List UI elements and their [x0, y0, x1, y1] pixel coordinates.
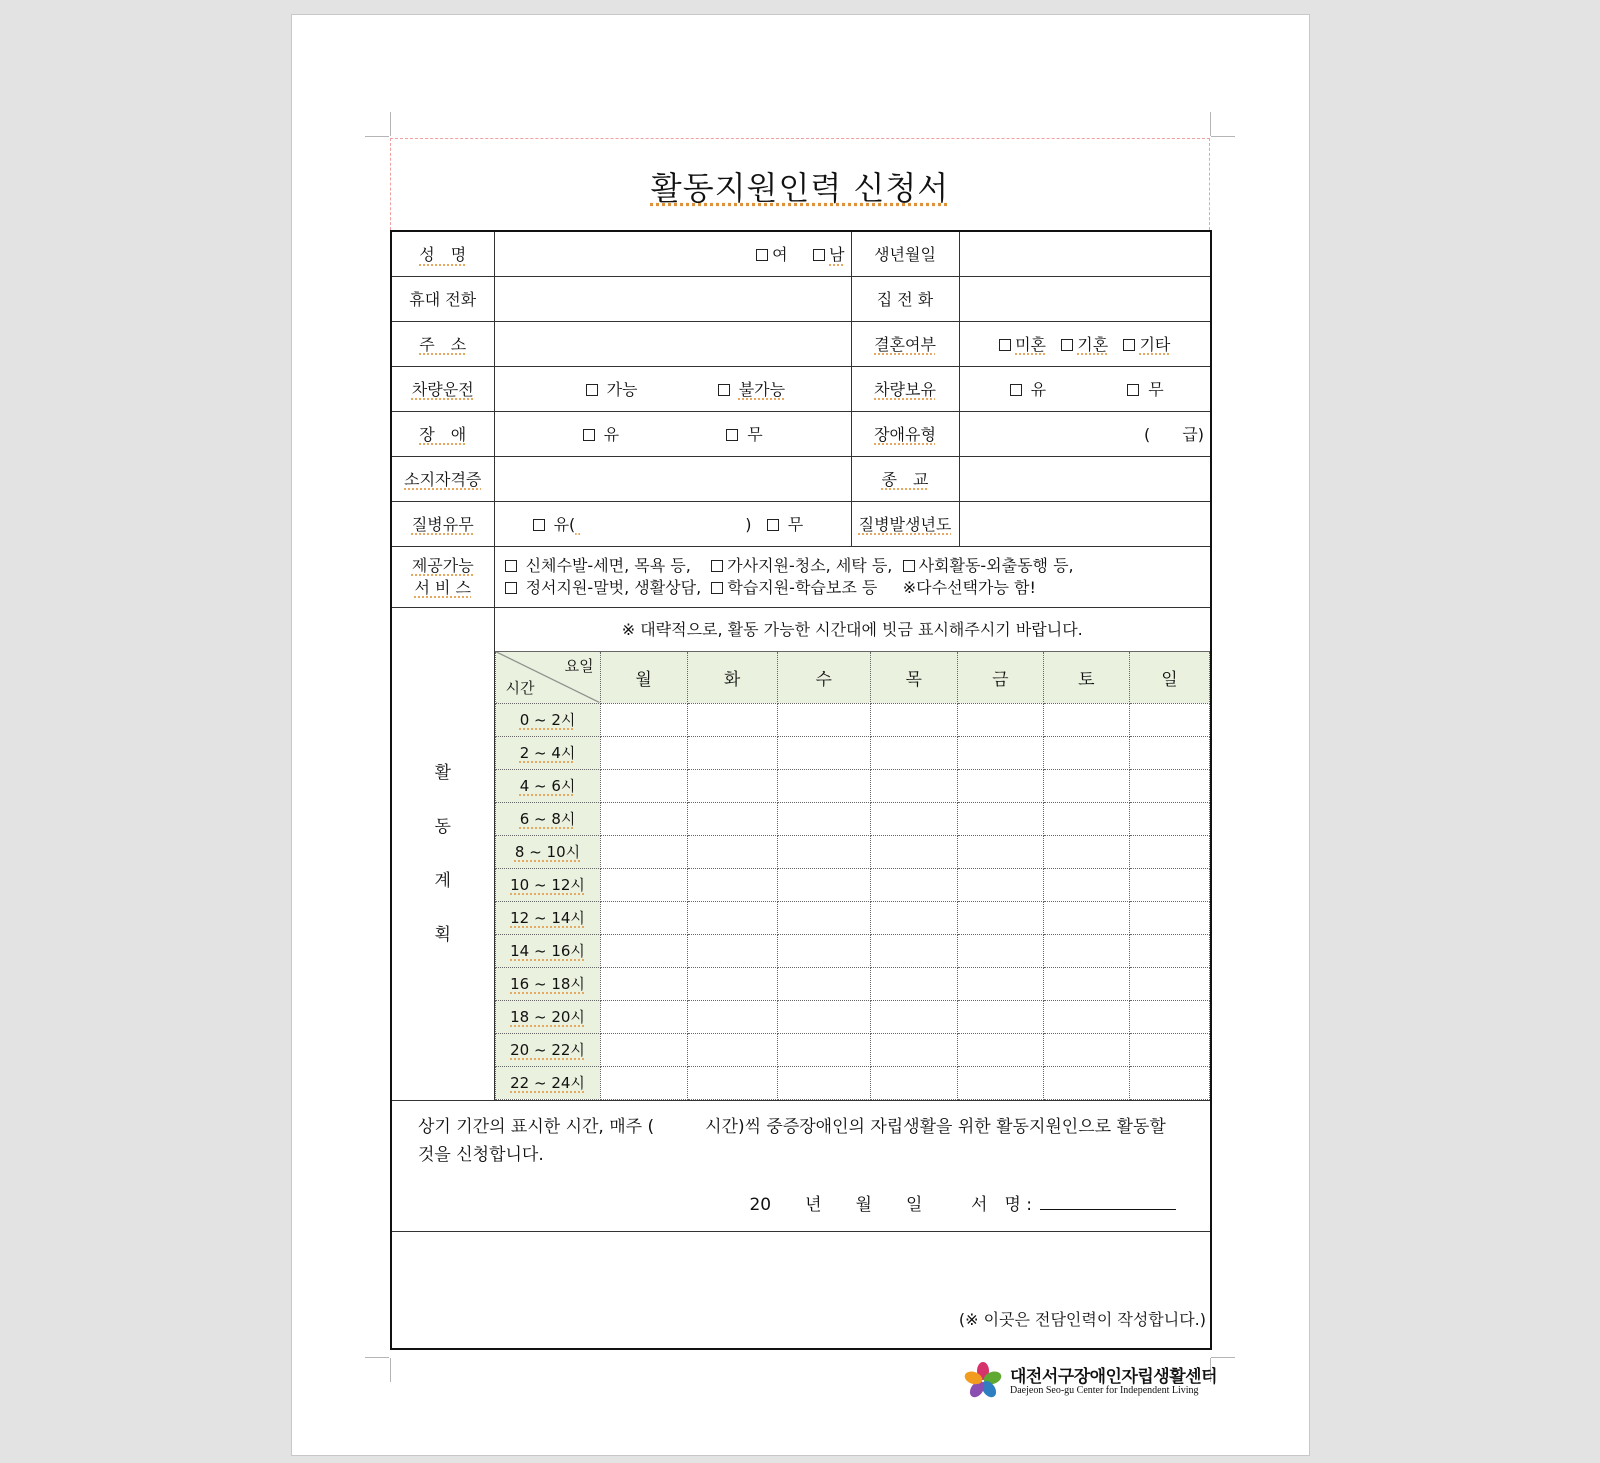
checkbox-disability-yes[interactable] — [583, 429, 595, 441]
schedule-cell[interactable] — [870, 835, 957, 868]
schedule-cell[interactable] — [1043, 703, 1129, 736]
male-label: 남 — [829, 245, 845, 265]
schedule-cell[interactable] — [957, 736, 1043, 769]
logo-clover-icon — [960, 1358, 1006, 1404]
label-address: 주 소 — [391, 321, 494, 366]
day-header: 목 — [870, 651, 957, 703]
schedule-cell[interactable] — [777, 901, 870, 934]
time-slot-label: 18 ~ 20시 — [495, 1000, 600, 1033]
female-label: 여 — [772, 245, 788, 265]
schedule-header-row — [495, 651, 1210, 703]
disability-options: 유 무 — [494, 411, 851, 456]
row-name — [391, 231, 1211, 276]
signature-line — [418, 1191, 1184, 1219]
illness-year-field[interactable] — [959, 501, 1211, 546]
time-slot-label: 0 ~ 2시 — [495, 703, 600, 736]
schedule-cell[interactable] — [957, 769, 1043, 802]
religion-field[interactable] — [959, 456, 1211, 501]
day-header: 화 — [687, 651, 777, 703]
schedule-cell[interactable] — [777, 835, 870, 868]
schedule-cell[interactable] — [777, 1000, 870, 1033]
schedule-cell[interactable] — [687, 802, 777, 835]
checkbox-car-no[interactable] — [1127, 384, 1139, 396]
label-name: 성 명 — [391, 231, 494, 276]
checkbox-service-learning[interactable] — [711, 582, 723, 594]
schedule-cell[interactable] — [777, 703, 870, 736]
schedule-cell[interactable] — [870, 1066, 957, 1099]
schedule-grid — [495, 651, 1211, 1100]
label-illness-year: 질병발생년도 — [851, 501, 959, 546]
female-checkbox[interactable] — [756, 249, 768, 261]
schedule-cell[interactable] — [957, 934, 1043, 967]
schedule-cell[interactable] — [600, 967, 687, 1000]
schedule-cell[interactable] — [687, 868, 777, 901]
schedule-row — [495, 1033, 1210, 1066]
day-header: 일 — [1129, 651, 1209, 703]
day-header: 토 — [1043, 651, 1129, 703]
schedule-cell[interactable] — [777, 1066, 870, 1099]
time-slot-label: 8 ~ 10시 — [495, 835, 600, 868]
schedule-cell[interactable] — [870, 1033, 957, 1066]
label-home-phone: 집 전 화 — [851, 276, 959, 321]
label-religion: 종 교 — [851, 456, 959, 501]
schedule-cell[interactable] — [600, 934, 687, 967]
label-license: 소지자격증 — [391, 456, 494, 501]
schedule-note: ※ 대략적으로, 활동 가능한 시간대에 빗금 표시해주시기 바랍니다. — [621, 619, 1083, 639]
schedule-row — [495, 769, 1210, 802]
schedule-cell[interactable] — [777, 1033, 870, 1066]
label-services: 제공가능 서 비 스 — [391, 546, 494, 607]
schedule-cell[interactable] — [600, 835, 687, 868]
schedule-cell[interactable] — [600, 703, 687, 736]
schedule-cell[interactable] — [1129, 1000, 1209, 1033]
row-pledge — [391, 1100, 1211, 1231]
schedule-cell[interactable] — [600, 1066, 687, 1099]
schedule-cell[interactable] — [1043, 868, 1129, 901]
schedule-cell[interactable] — [1129, 901, 1209, 934]
schedule-cell[interactable] — [957, 802, 1043, 835]
name-field[interactable] — [494, 231, 851, 276]
schedule-cell[interactable] — [687, 967, 777, 1000]
license-field[interactable] — [494, 456, 851, 501]
time-slot-label: 6 ~ 8시 — [495, 802, 600, 835]
schedule-cell[interactable] — [870, 802, 957, 835]
time-slot-label: 2 ~ 4시 — [495, 736, 600, 769]
checkbox-service-social[interactable] — [903, 560, 915, 572]
schedule-cell[interactable] — [870, 769, 957, 802]
label-marriage: 결혼여부 — [851, 321, 959, 366]
staff-area: (※ 이곳은 전담인력이 작성합니다.) — [391, 1231, 1211, 1349]
label-mobile: 휴대 전화 — [391, 276, 494, 321]
driving-options: 가능 불가능 — [494, 366, 851, 411]
row-schedule — [391, 607, 1211, 1100]
schedule-row — [495, 835, 1210, 868]
label-illness: 질병유무 — [391, 501, 494, 546]
schedule-cell[interactable] — [1129, 736, 1209, 769]
schedule-cell[interactable] — [600, 802, 687, 835]
schedule-cell[interactable] — [1043, 1066, 1129, 1099]
schedule-cell[interactable] — [870, 736, 957, 769]
illness-options: 유( ) 무 — [494, 501, 851, 546]
schedule-cell[interactable] — [1043, 1000, 1129, 1033]
label-disability: 장 애 — [391, 411, 494, 456]
schedule-cell[interactable] — [600, 901, 687, 934]
disability-type-field[interactable] — [959, 411, 1211, 456]
crop-mark — [1210, 112, 1211, 136]
crop-mark — [1211, 1357, 1235, 1358]
schedule-cell[interactable] — [1129, 967, 1209, 1000]
time-slot-label: 16 ~ 18시 — [495, 967, 600, 1000]
schedule-cell[interactable] — [687, 736, 777, 769]
schedule-cell[interactable] — [870, 934, 957, 967]
schedule-cell[interactable] — [687, 934, 777, 967]
row-license — [391, 456, 1211, 501]
checkbox-disability-no[interactable] — [726, 429, 738, 441]
schedule-cell[interactable] — [957, 868, 1043, 901]
schedule-cell[interactable] — [1129, 868, 1209, 901]
birth-field[interactable] — [959, 231, 1211, 276]
marriage-options: 미혼 기혼 기타 — [959, 321, 1211, 366]
car-owned-options: 유 무 — [959, 366, 1211, 411]
time-slot-label: 14 ~ 16시 — [495, 934, 600, 967]
time-slot-label: 20 ~ 22시 — [495, 1033, 600, 1066]
label-birth: 생년월일 — [851, 231, 959, 276]
schedule-cell[interactable] — [1129, 1033, 1209, 1066]
schedule-cell[interactable] — [870, 703, 957, 736]
row-illness — [391, 501, 1211, 546]
schedule-area — [494, 607, 1211, 1100]
schedule-cell[interactable] — [777, 736, 870, 769]
pledge-area — [391, 1100, 1211, 1231]
schedule-cell[interactable] — [957, 901, 1043, 934]
schedule-cell[interactable] — [777, 934, 870, 967]
schedule-cell[interactable] — [600, 736, 687, 769]
schedule-cell[interactable] — [957, 1000, 1043, 1033]
checkbox-other[interactable] — [1123, 339, 1135, 351]
row-phone — [391, 276, 1211, 321]
schedule-row — [495, 967, 1210, 1000]
schedule-cell[interactable] — [870, 1000, 957, 1033]
schedule-cell[interactable] — [1043, 835, 1129, 868]
label-activity-plan: 활 동 계 획 — [391, 607, 494, 1100]
multi-select-note: ※다수선택가능 함! — [902, 577, 1036, 597]
address-field[interactable] — [494, 321, 851, 366]
schedule-cell[interactable] — [687, 1066, 777, 1099]
schedule-cell[interactable] — [600, 1000, 687, 1033]
illness-detail-field[interactable] — [575, 515, 745, 534]
checkbox-married[interactable] — [1061, 339, 1073, 351]
row-staff — [391, 1231, 1211, 1349]
logo-english-name: Daejeon Seo-gu Center for Independent Living — [1010, 1385, 1199, 1396]
time-slot-label: 10 ~ 12시 — [495, 868, 600, 901]
schedule-cell[interactable] — [1043, 1033, 1129, 1066]
pledge-text: 상기 기간의 표시한 시간, 매주 ( 시간)씩 중증장애인의 자립생활을 위한 활동지원인으로 활동할 것을 신청합니다. — [418, 1116, 1166, 1165]
schedule-cell[interactable] — [957, 1033, 1043, 1066]
date-field[interactable]: 20 년 월 일 — [749, 1194, 923, 1215]
schedule-cell[interactable] — [1043, 769, 1129, 802]
schedule-cell[interactable] — [957, 703, 1043, 736]
schedule-cell[interactable] — [870, 868, 957, 901]
schedule-cell[interactable] — [957, 967, 1043, 1000]
logo-korean-name: 대전서구장애인자립생활센터 — [1010, 1367, 1217, 1387]
label-car-owned: 차량보유 — [851, 366, 959, 411]
schedule-cell[interactable] — [687, 1000, 777, 1033]
schedule-cell[interactable] — [1129, 769, 1209, 802]
schedule-cell[interactable] — [687, 901, 777, 934]
schedule-cell[interactable] — [777, 802, 870, 835]
schedule-cell[interactable] — [1043, 802, 1129, 835]
checkbox-illness-no[interactable] — [767, 519, 779, 531]
schedule-cell[interactable] — [1129, 835, 1209, 868]
checkbox-cannot-drive[interactable] — [718, 384, 730, 396]
checkbox-illness-yes[interactable] — [533, 519, 545, 531]
page-title: 활동지원인력 신청서 — [650, 169, 950, 207]
schedule-cell[interactable] — [1129, 802, 1209, 835]
schedule-row — [495, 934, 1210, 967]
schedule-corner: 요일 시간 — [495, 651, 600, 703]
schedule-cell[interactable] — [1129, 703, 1209, 736]
schedule-cell[interactable] — [957, 835, 1043, 868]
row-services — [391, 546, 1211, 607]
signature-label: 서 명 : — [971, 1194, 1032, 1215]
mobile-field[interactable] — [494, 276, 851, 321]
schedule-cell[interactable] — [687, 1033, 777, 1066]
schedule-cell[interactable] — [870, 967, 957, 1000]
schedule-cell[interactable] — [687, 703, 777, 736]
schedule-cell[interactable] — [1043, 967, 1129, 1000]
schedule-row — [495, 802, 1210, 835]
time-slot-label: 4 ~ 6시 — [495, 769, 600, 802]
day-header: 수 — [777, 651, 870, 703]
schedule-cell[interactable] — [1043, 934, 1129, 967]
schedule-cell[interactable] — [687, 835, 777, 868]
row-driving — [391, 366, 1211, 411]
schedule-cell[interactable] — [687, 769, 777, 802]
schedule-cell[interactable] — [600, 1033, 687, 1066]
crop-mark — [1211, 136, 1235, 137]
time-slot-label: 12 ~ 14시 — [495, 901, 600, 934]
row-disability — [391, 411, 1211, 456]
signature-field[interactable] — [1040, 1209, 1176, 1210]
day-header: 금 — [957, 651, 1043, 703]
schedule-cell[interactable] — [777, 967, 870, 1000]
schedule-row — [495, 1066, 1210, 1099]
crop-mark — [365, 136, 389, 137]
schedule-cell[interactable] — [777, 868, 870, 901]
schedule-cell[interactable] — [957, 1066, 1043, 1099]
schedule-row — [495, 1000, 1210, 1033]
schedule-row — [495, 901, 1210, 934]
label-disability-type: 장애유형 — [851, 411, 959, 456]
schedule-row — [495, 703, 1210, 736]
schedule-cell[interactable] — [777, 769, 870, 802]
crop-mark — [390, 112, 391, 136]
label-driving: 차량운전 — [391, 366, 494, 411]
checkbox-car-yes[interactable] — [1010, 384, 1022, 396]
application-form — [390, 230, 1212, 1350]
checkbox-service-house[interactable] — [711, 560, 723, 572]
schedule-cell[interactable] — [600, 769, 687, 802]
schedule-cell[interactable] — [1129, 1066, 1209, 1099]
checkbox-service-emotional[interactable] — [505, 582, 517, 594]
schedule-cell[interactable] — [600, 868, 687, 901]
schedule-cell[interactable] — [1043, 736, 1129, 769]
schedule-row — [495, 868, 1210, 901]
grade-label: ( 급) — [1144, 425, 1204, 444]
row-address — [391, 321, 1211, 366]
services-options: 신체수발-세면, 목욕 등, 가사지원-청소, 세탁 등, 사회활동-외출동행 등, 정서지원-말벗, 생활상담, 학습지원-학습보조 등 ※다수선택가능 함! — [494, 546, 1211, 607]
schedule-cell[interactable] — [870, 901, 957, 934]
checkbox-service-body[interactable] — [505, 560, 517, 572]
home-phone-field[interactable] — [959, 276, 1211, 321]
checkbox-unmarried[interactable] — [999, 339, 1011, 351]
schedule-cell[interactable] — [1043, 901, 1129, 934]
crop-mark — [390, 1358, 391, 1382]
schedule-row — [495, 736, 1210, 769]
checkbox-can-drive[interactable] — [586, 384, 598, 396]
schedule-cell[interactable] — [1129, 934, 1209, 967]
male-checkbox[interactable] — [813, 249, 825, 261]
day-header: 월 — [600, 651, 687, 703]
crop-mark — [365, 1357, 389, 1358]
time-slot-label: 22 ~ 24시 — [495, 1066, 600, 1099]
